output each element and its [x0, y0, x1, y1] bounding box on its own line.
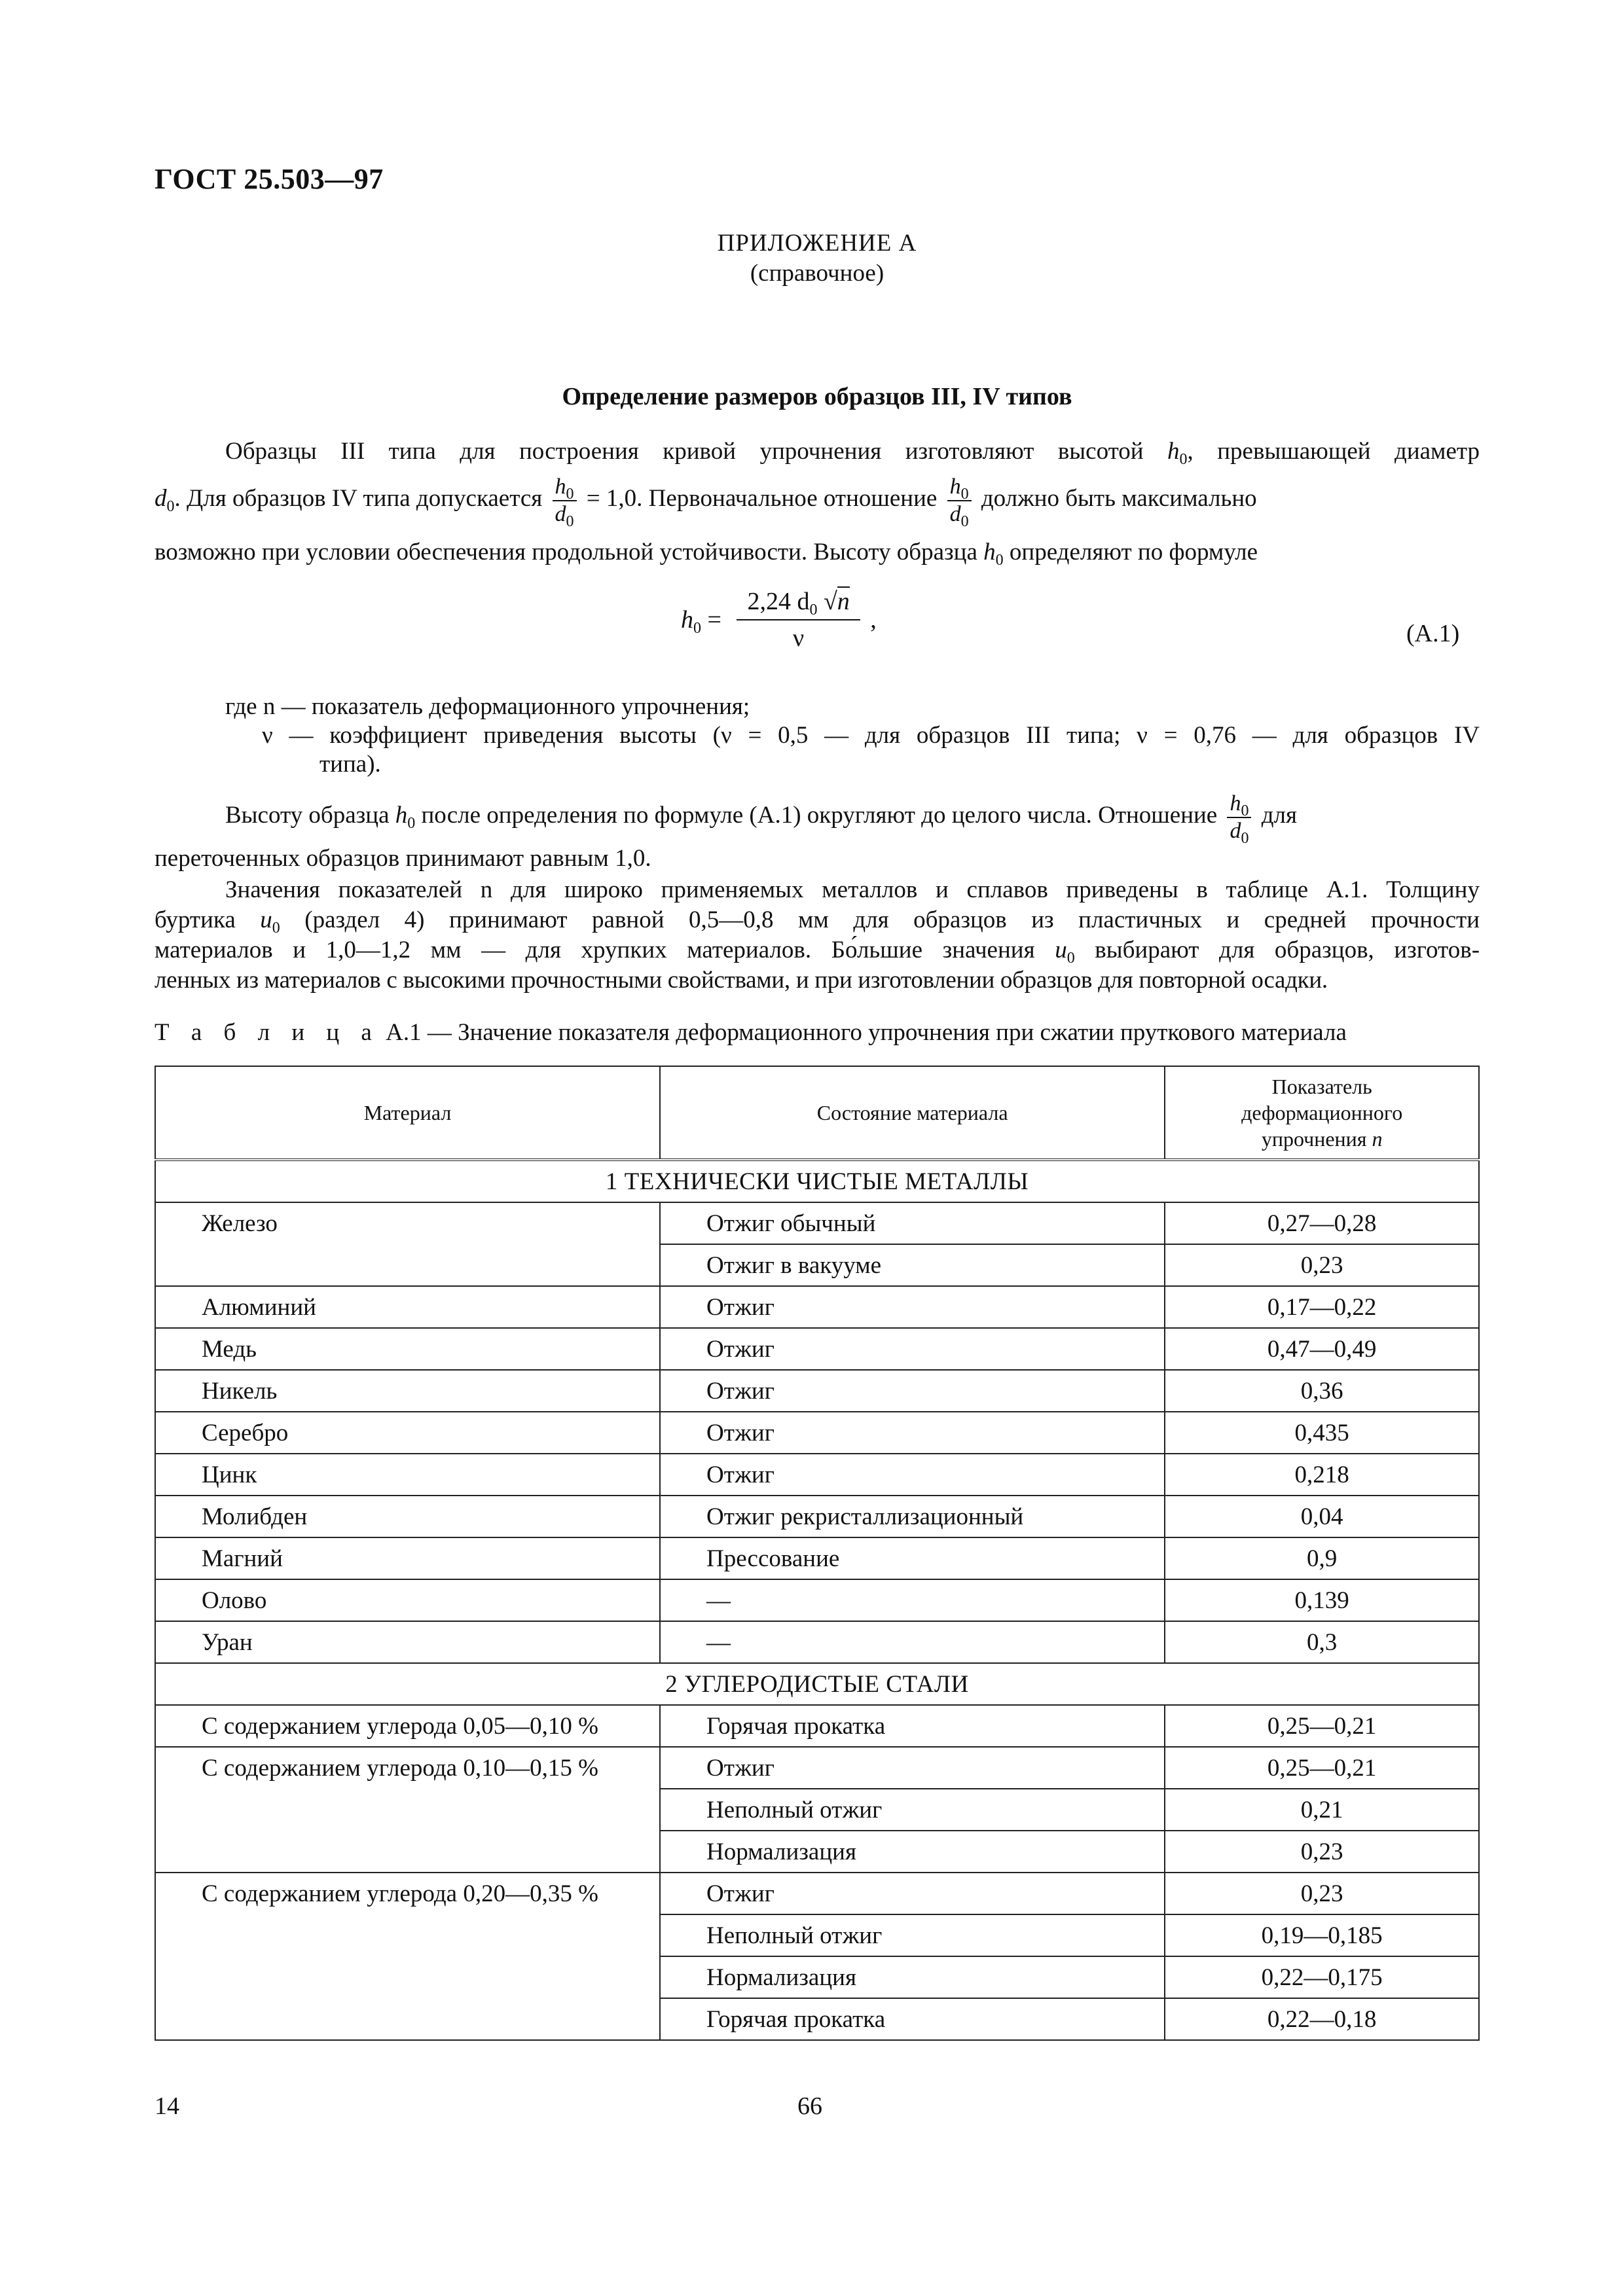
table-row: С содержанием углерода 0,10—0,15 % Отжиг 0,25—0,21 [155, 1747, 1479, 1789]
formula-number: (А.1) [1406, 620, 1460, 647]
appendix-title: ПРИЛОЖЕНИЕ А [717, 230, 917, 257]
header-index: Показатель деформационного упрочнения n [1165, 1066, 1479, 1160]
section-row-pure-metals: 1 ТЕХНИЧЕСКИ ЧИСТЫЕ МЕТАЛЛЫ [155, 1160, 1479, 1202]
paragraph-1-line-3: возможно при условии обеспечения продольной устойчивости. Высоту образца $h_0$ определяют по формуле [155, 539, 1258, 569]
section-row-carbon-steels: 2 УГЛЕРОДИСТЫЕ СТАЛИ [155, 1663, 1479, 1705]
table-row: Медь Отжиг 0,47—0,49 [155, 1328, 1479, 1370]
section-title: Определение размеров образцов III, IV типов [562, 383, 1072, 410]
fraction-h0-d0: $\frac{h_0}{d_0}$ [947, 474, 972, 528]
table-row: Алюминий Отжиг 0,17—0,22 [155, 1286, 1479, 1328]
fraction-h0-d0: $\frac{h_0}{d_0}$ [1227, 791, 1251, 844]
table-row: Серебро Отжиг 0,435 [155, 1412, 1479, 1454]
paragraph-3-line-2: буртика $u_0$ (раздел 4) принимают равной 0,5—0,8 мм для образцов из пластичных и средней прочности [155, 906, 1480, 937]
paragraph-2-line-1: Высоту образца $h_0$ после определения по формуле (А.1) округляют до целого числа. Отношение $\frac{h_0}{d_0}$ для [225, 791, 1298, 847]
table-row: Никель Отжиг 0,36 [155, 1370, 1479, 1412]
table-row: Магний Прессование 0,9 [155, 1537, 1479, 1579]
paragraph-3-line-4: ленных из материалов с высокими прочностными свойствами, и при изготовлении образцов для повторной осадки. [155, 967, 1328, 994]
page-number-center: 66 [797, 2092, 822, 2120]
paragraph-1-line-1: Образцы III типа для построения кривой упрочнения изготовляют высотой $h_0$, превышающей диаметр [225, 438, 1480, 468]
document-code: ГОСТ 25.503—97 [155, 163, 384, 195]
where-nu-line-1: ν — коэффициент приведения высоты (ν = 0,5 — для образцов III типа; ν = 0,76 — для образцов IV [262, 722, 1480, 749]
table-row: Нормализация 0,23 [155, 1831, 1479, 1873]
table-caption: Т а б л и ц а А.1 — Значение показателя деформационного упрочнения при сжатии пруткового материала [155, 1019, 1347, 1046]
table-row: Неполный отжиг 0,19—0,185 [155, 1914, 1479, 1956]
paragraph-3-line-3: материалов и 1,0—1,2 мм — для хрупких материалов. Бо́льшие значения $u_0$ выбирают для образцов, изготов- [155, 937, 1480, 967]
page-number-left: 14 [155, 2092, 179, 2120]
symbol-n: n [1372, 1127, 1383, 1151]
paragraph-3-line-1: Значения показателей n для широко применяемых металлов и сплавов приведены в таблице А.1. Толщину [225, 876, 1480, 903]
sqrt-sign: √ [823, 588, 837, 615]
table-row: Молибден Отжиг рекристаллизационный 0,04 [155, 1496, 1479, 1537]
table-row: Железо Отжиг обычный 0,27—0,28 [155, 1202, 1479, 1244]
formula-a1: $h_0$ = $\frac{2,24 d_0 √n}{\nu}$ , [681, 584, 877, 656]
appendix-subtitle: (справочное) [750, 260, 884, 287]
table-row: Уран — 0,3 [155, 1621, 1479, 1663]
paragraph-1-line-2: $d_0$. Для образцов IV типа допускается $\frac{h_0}{d_0}$ = 1,0. Первоначальное отношение $\frac{h_0}{d_0}$ должно быть максимально [155, 474, 1257, 530]
table-row: Олово — 0,139 [155, 1579, 1479, 1621]
table-row: Нормализация 0,22—0,175 [155, 1956, 1479, 1998]
hardening-table [155, 1066, 1480, 2041]
table-row: Цинк Отжиг 0,218 [155, 1454, 1479, 1496]
header-state: Состояние материала [660, 1066, 1165, 1160]
table-row: С содержанием углерода 0,05—0,10 % Горячая прокатка 0,25—0,21 [155, 1705, 1479, 1747]
table-row: С содержанием углерода 0,20—0,35 % Отжиг 0,23 [155, 1873, 1479, 1914]
where-n: где n — показатель деформационного упрочнения; [225, 693, 750, 720]
table-row: Горячая прокатка 0,22—0,18 [155, 1998, 1479, 2040]
table-row: Неполный отжиг 0,21 [155, 1789, 1479, 1831]
where-nu-line-2: типа). [319, 751, 381, 778]
header-material: Материал [155, 1066, 660, 1160]
table-row: Отжиг в вакууме 0,23 [155, 1244, 1479, 1286]
paragraph-2-line-2: переточенных образцов принимают равным 1,0. [155, 845, 651, 872]
fraction-h0-d0: $\frac{h_0}{d_0}$ [553, 474, 577, 528]
